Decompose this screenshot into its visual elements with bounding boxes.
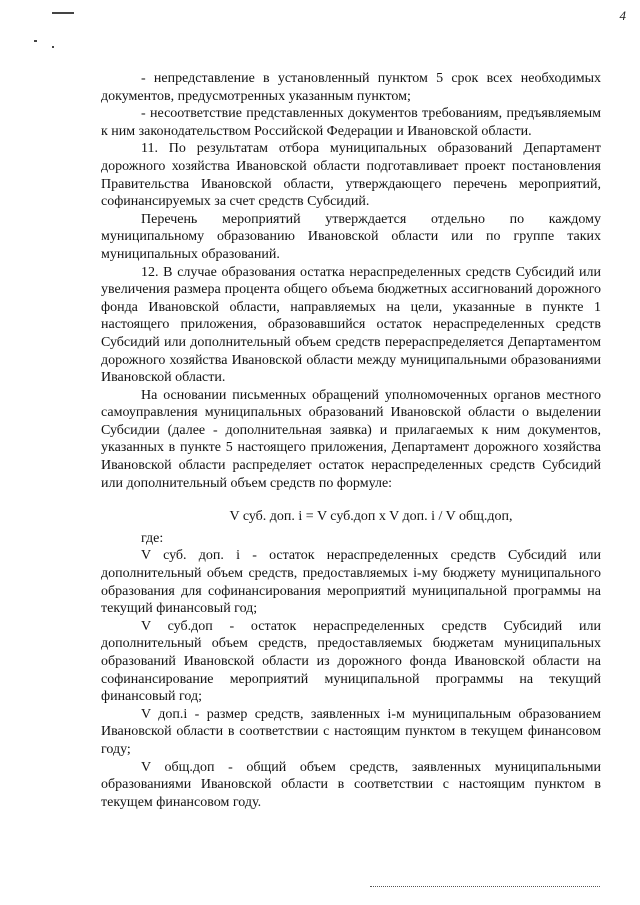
definition-v-sub-dop: V суб.доп - остаток нераспределенных средств Субсидий или дополнительный объем средств, предоставляемых бюджетам муниципальных образований Ивановской области из дорожного фонда Ивановской области на софинансирование мероприятий муниципальной программы на текущий финансовый год;	[101, 618, 601, 705]
paragraph-noncompliance: - несоответствие представленных документов требованиям, предъявляемым к ним законодательством Российской Федерации и Ивановской области.	[101, 106, 601, 139]
definition-v-sub-dop-i: V суб. доп. i - остаток нераспределенных средств Субсидий или дополнительный объем средств, предоставляемых i-му бюджету муниципального образования для софинансирования мероприятий муниципальной программы на текущий финансовый год;	[101, 548, 601, 617]
paragraph-nonsubmission: - непредставление в установленный пунктом 5 срок всех необходимых документов, предусмотренных указанным пунктом;	[101, 71, 601, 104]
scan-dotted-line	[370, 886, 600, 887]
where-label: где:	[141, 530, 164, 546]
scan-mark	[52, 46, 54, 48]
scan-mark	[52, 12, 74, 14]
document-body	[101, 70, 601, 811]
paragraph-item-11: 11. По результатам отбора муниципальных образований Департамент дорожного хозяйства Ивановской области подготавливает проект постановления Правительства Ивановской области, утверждающего перечень мероприятий, софинансируемых за счет средств Субсидий.	[101, 141, 601, 210]
definition-v-obshch-dop: V общ.доп - общий объем средств, заявленных муниципальными образованиями Ивановской области в соответствии с настоящим пунктом в текущем финансовом году.	[101, 759, 601, 810]
paragraph-requests: На основании письменных обращений уполномоченных органов местного самоуправления муниципальных образований Ивановской области о выделении Субсидии (далее - дополнительная заявка) и прилагаемых к ним документов, указанных в пункте 5 настоящего приложения, Департамент дорожного хозяйства Ивановской области распределяет остаток нераспределенных средств Субсидий или дополнительный объем средств по формуле:	[101, 387, 601, 491]
distribution-formula: V суб. доп. i = V суб.доп x V доп. i / V общ.доп,	[229, 509, 513, 525]
paragraph-list-approval: Перечень мероприятий утверждается отдельно по каждому муниципальному образованию Ивановской области или по группе таких муниципальных образований.	[101, 211, 601, 262]
paragraph-item-12: 12. В случае образования остатка нераспределенных средств Субсидий или увеличения размера процента общего объема бюджетных ассигнований дорожного фонда Ивановской области, направляемых на цели, указанные в пункте 1 настоящего приложения, образовавшийся остаток нераспределенных средств Субсидий или дополнительный объем средств перераспределяется Департаментом дорожного хозяйства Ивановской области между муниципальными образованиями Ивановской области.	[101, 264, 601, 386]
scan-mark	[34, 40, 37, 42]
definition-v-dop-i: V доп.i - размер средств, заявленных i-м муниципальным образованием Ивановской области в соответствии с настоящим пунктом в текущем финансовом году;	[101, 706, 601, 757]
page-number: 4	[619, 8, 626, 23]
